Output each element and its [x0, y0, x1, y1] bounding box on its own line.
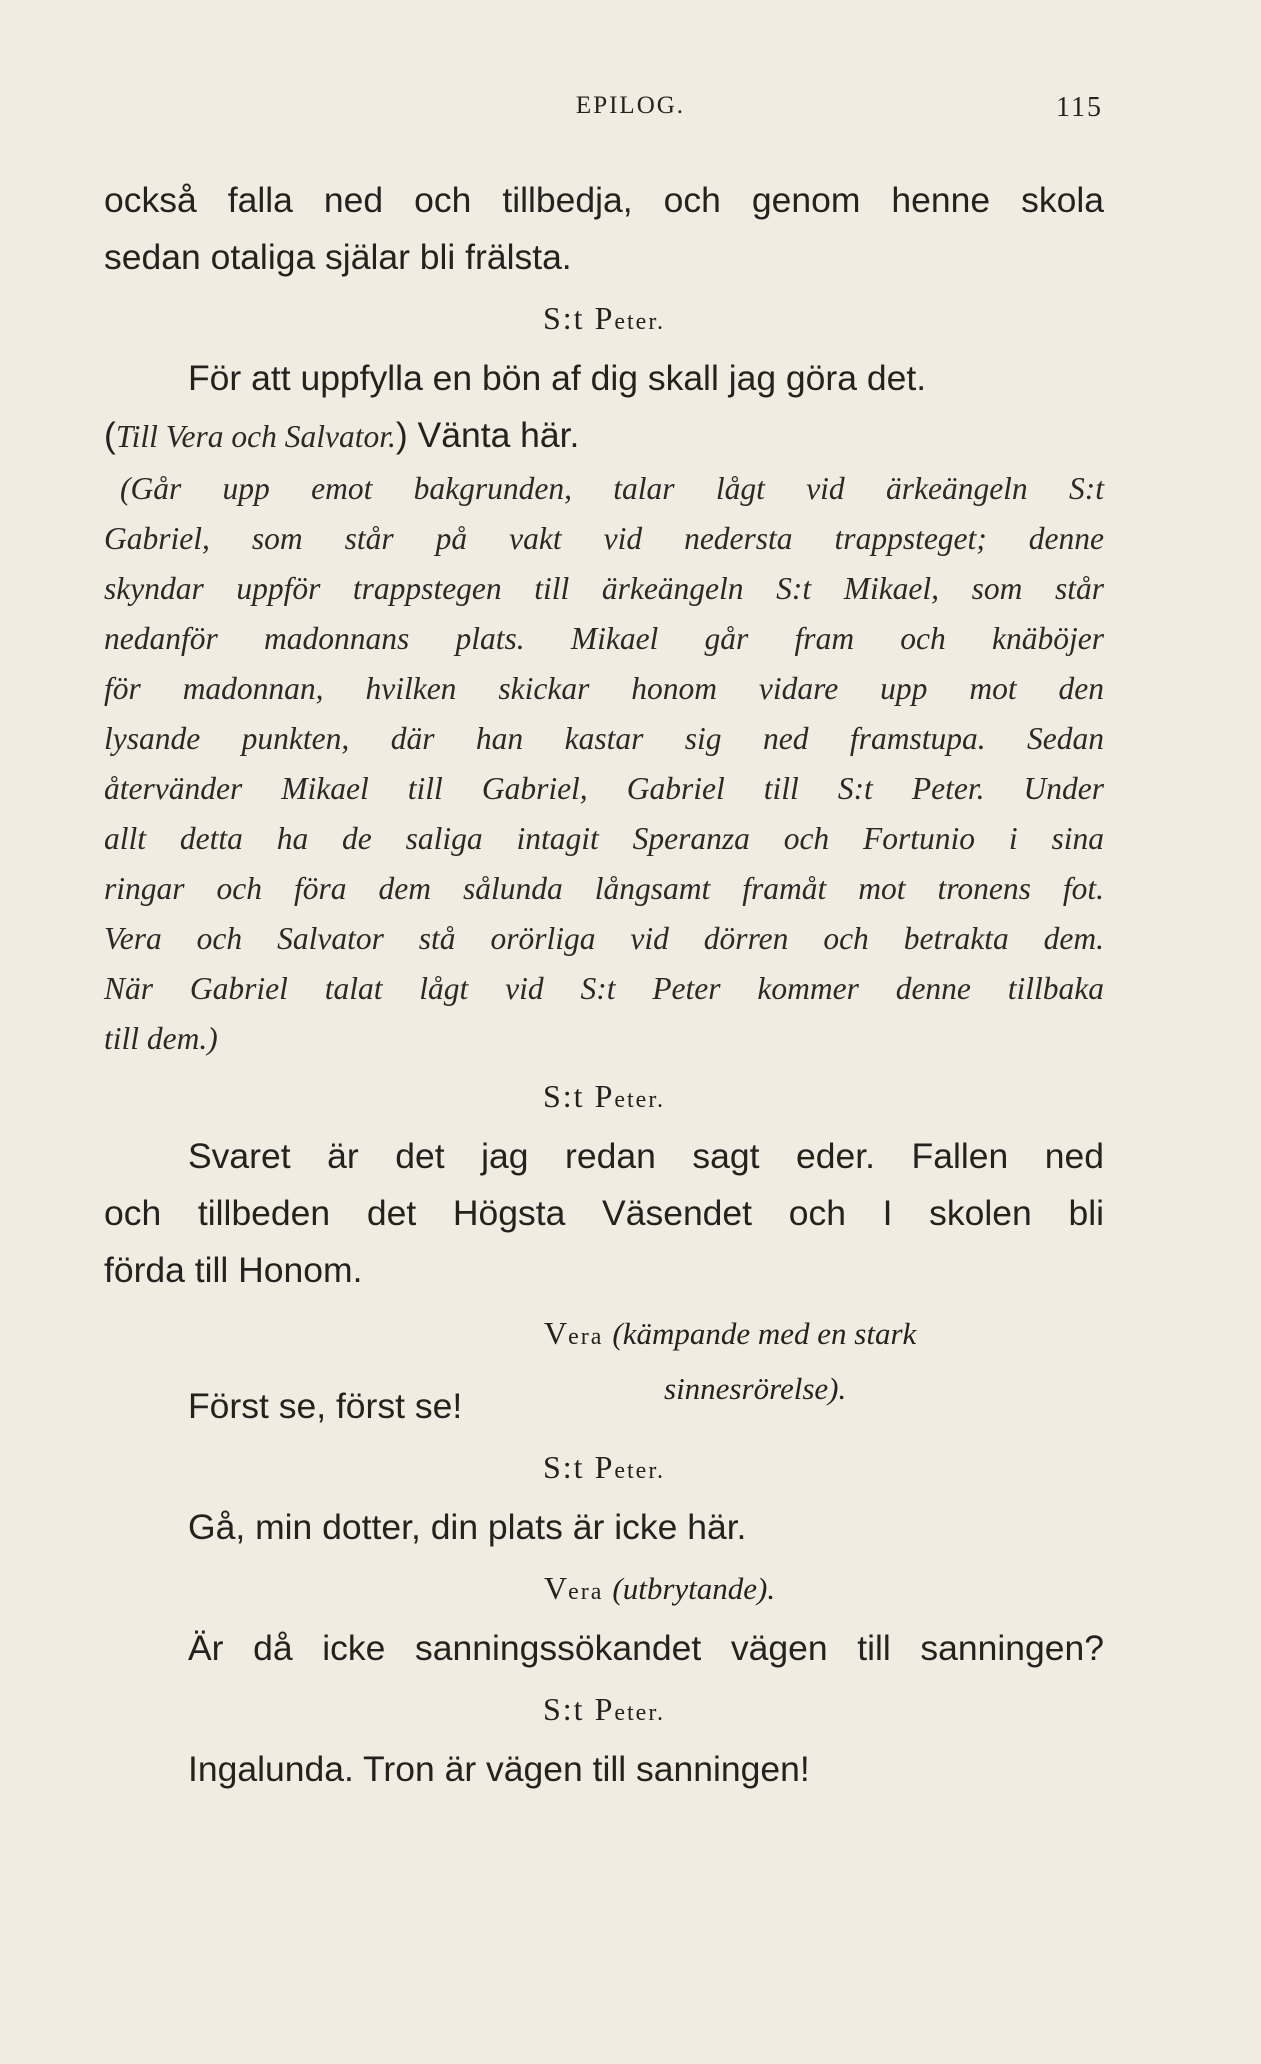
stage-direction: (kämpande med en stark — [612, 1316, 917, 1351]
speaker-name-rest: eter. — [614, 1700, 665, 1726]
inline-stage-direction: Till Vera och Salvator. — [115, 419, 396, 454]
paren: ( — [104, 415, 116, 455]
stage-direction: sinnesrörelse). — [664, 1371, 847, 1406]
stage-direction-line: skyndar uppför trappstegen till ärkeängeln S:t Mikael, som står — [104, 571, 1104, 606]
speaker-heading — [104, 1435, 1104, 1499]
dialogue-line: Är då icke sanningssökandet vägen till sanningen? — [188, 1628, 1104, 1668]
stage-direction-line: (Går upp emot bakgrunden, talar lågt vid ärkeängeln S:t — [120, 471, 1104, 506]
speaker-name-rest: era — [568, 1324, 604, 1350]
stage-direction: (utbrytande). — [612, 1571, 776, 1606]
dialogue-line: Gå, min dotter, din plats är icke här. — [188, 1507, 747, 1547]
speaker-name-initial: V — [544, 1570, 569, 1606]
paren: ) — [395, 415, 408, 455]
dialogue-text: Vänta här. — [407, 415, 580, 455]
dialogue-line: förda till Honom. — [104, 1250, 363, 1290]
speaker-heading — [104, 1677, 1104, 1741]
speaker-name-initial: S:t P — [542, 1449, 615, 1485]
speaker-name-initial: S:t P — [542, 1078, 615, 1114]
dialogue-line: Först se, först se! — [188, 1386, 463, 1426]
speaker-name-rest: era — [568, 1579, 604, 1605]
speaker-heading — [104, 286, 1104, 350]
dialogue-line: Ingalunda. Tron är vägen till sanningen! — [188, 1749, 810, 1789]
stage-direction-line: När Gabriel talat lågt vid S:t Peter kommer denne tillbaka — [104, 971, 1104, 1006]
page-text — [104, 172, 1104, 1798]
stage-direction-line: till dem.) — [104, 1021, 218, 1056]
speaker-name-rest: eter. — [614, 309, 665, 335]
speaker-heading — [544, 1307, 1104, 1415]
dialogue-line: och tillbeden det Högsta Väsendet och I skolen bli — [104, 1193, 1104, 1233]
dialogue-line: För att uppfylla en bön af dig skall jag göra det. — [188, 358, 927, 398]
stage-direction-line: lysande punkten, där han kastar sig ned framstupa. Sedan — [104, 721, 1104, 756]
stage-direction-line: allt detta ha de saliga intagit Speranza och Fortunio i sina — [104, 821, 1104, 856]
stage-direction-line: återvänder Mikael till Gabriel, Gabriel till S:t Peter. Under — [104, 771, 1104, 806]
speaker-heading — [104, 1064, 1104, 1128]
speaker-name-initial: S:t P — [542, 300, 615, 336]
dialogue-line: Svaret är det jag redan sagt eder. Fallen ned — [188, 1136, 1104, 1176]
page-number: 115 — [1056, 92, 1103, 123]
speaker-name-rest: eter. — [614, 1458, 665, 1484]
speaker-name-initial: V — [544, 1315, 569, 1351]
stage-direction-line: ringar och föra dem sålunda långsamt framåt mot tronens fot. — [104, 871, 1104, 906]
text-line: också falla ned och tillbedja, och genom henne skola — [104, 180, 1104, 220]
stage-direction-line: Gabriel, som står på vakt vid nedersta trappsteget; denne — [104, 521, 1104, 556]
chapter-title: EPILOG. — [575, 92, 686, 119]
stage-direction-line: för madonnan, hvilken skickar honom vidare upp mot den — [104, 671, 1104, 706]
speaker-name-initial: S:t P — [542, 1691, 615, 1727]
speaker-heading — [104, 1556, 1104, 1620]
dialogue-line — [104, 407, 1104, 464]
stage-direction-line: Vera och Salvator stå orörliga vid dörren och betrakta dem. — [104, 921, 1104, 956]
vera-speech — [104, 1299, 1104, 1435]
running-head — [0, 92, 1261, 132]
text-line: sedan otaliga själar bli frälsta. — [104, 237, 572, 277]
stage-direction-line: nedanför madonnans plats. Mikael går fram och knäböjer — [104, 621, 1104, 656]
speaker-name-rest: eter. — [614, 1087, 665, 1113]
